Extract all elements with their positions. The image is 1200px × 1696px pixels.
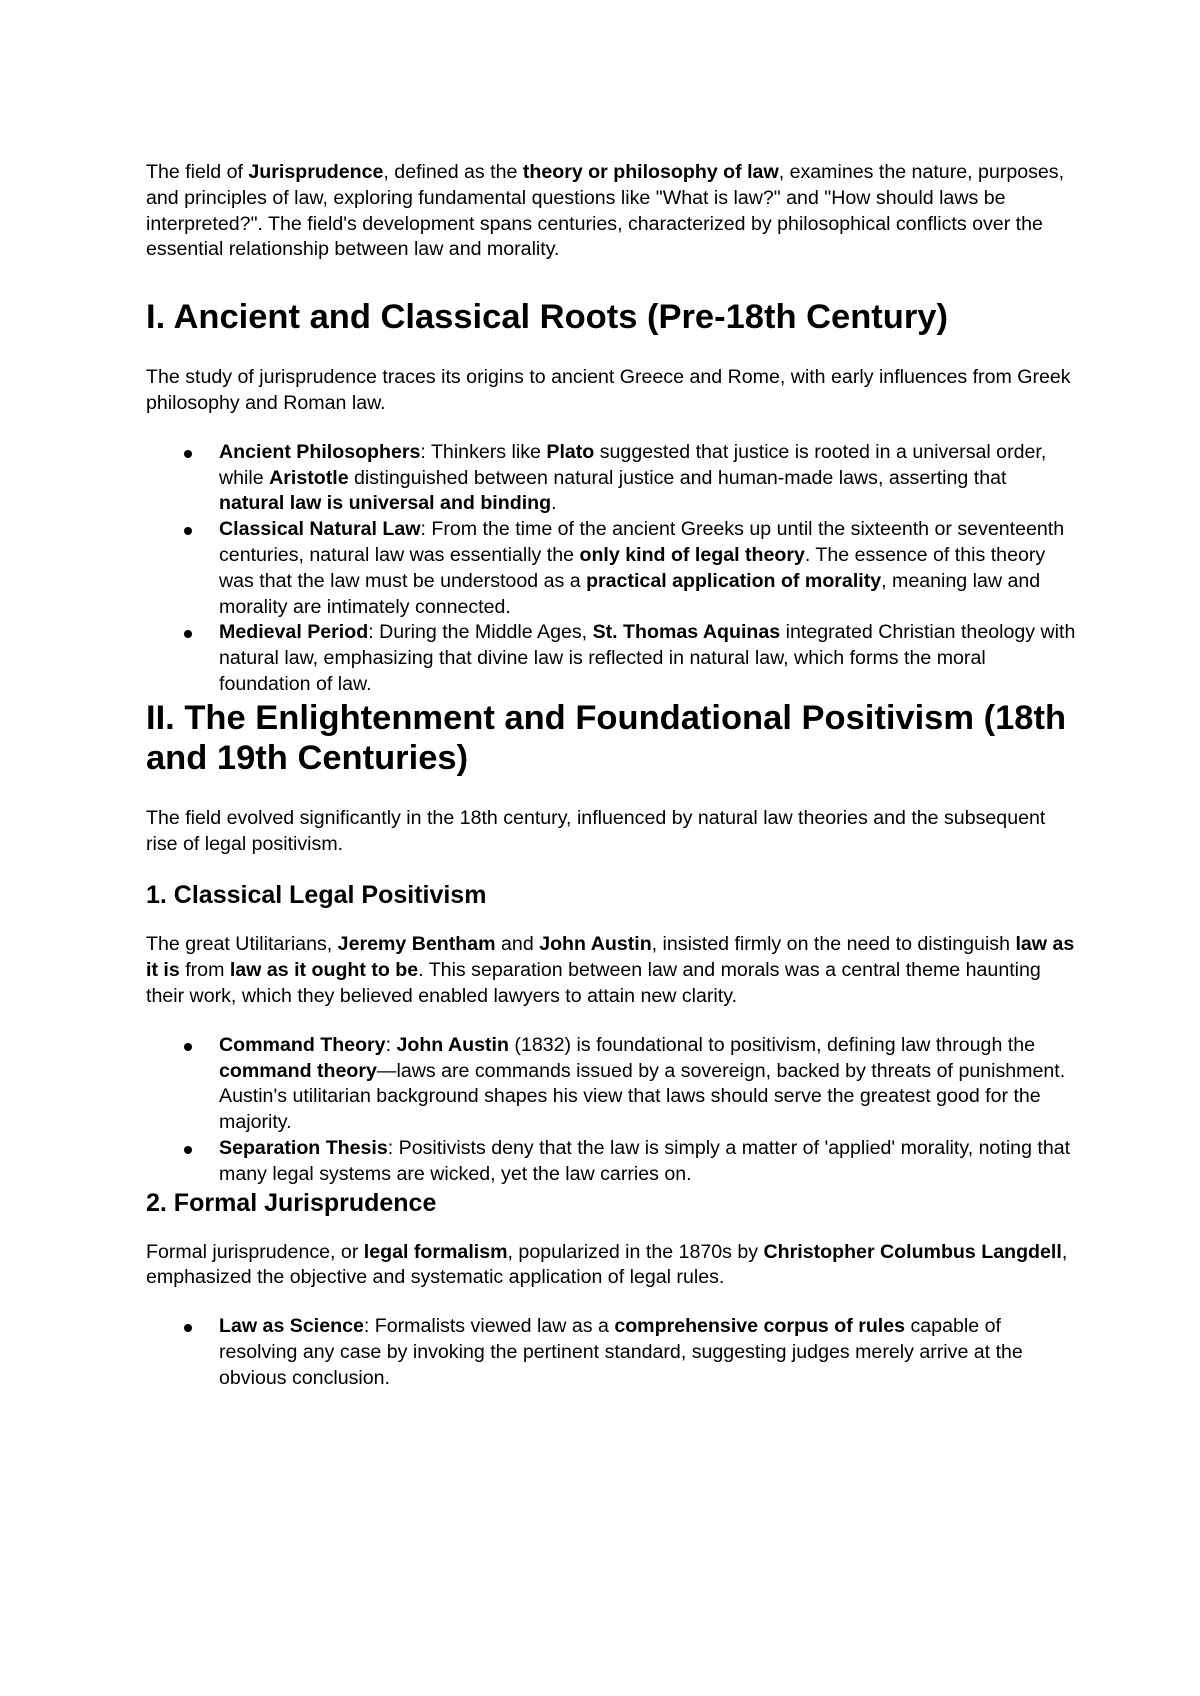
list-item-ancient-philosophers: Ancient Philosophers: Thinkers like Plato suggested that justice is rooted in a universal order, while Aristotle distinguished between natural justice and human-made laws, asserting that natural law is universal and binding.	[146, 440, 1076, 517]
list-item-classical-natural-law: Classical Natural Law: From the time of the ancient Greeks up until the sixteenth or seventeenth centuries, natural law was essentially the only kind of legal theory. The essence of this theory was that the law must be understood as a practical application of morality, meaning law and morality are intimately connected.	[146, 517, 1076, 620]
section-1-heading: I. Ancient and Classical Roots (Pre-18th Century)	[146, 298, 948, 337]
section-1-list	[146, 440, 1076, 698]
subsection-1-paragraph: The great Utilitarians, Jeremy Bentham and John Austin, insisted firmly on the need to distinguish law as it is from law as it ought to be. This separation between law and morals was a central theme haunting their work, which they believed enabled lawyers to attain new clarity.	[146, 933, 1075, 1007]
intro-paragraph: The field of Jurisprudence, defined as the theory or philosophy of law, examines the nature, purposes, and principles of law, exploring fundamental questions like "What is law?" and "How should laws be interpreted?". The field's development spans centuries, characterized by philosophical conflicts over the essential relationship between law and morality.	[146, 161, 1065, 261]
section-2-intro: The field evolved significantly in the 18th century, influenced by natural law theories and the subsequent rise of legal positivism.	[146, 806, 1046, 855]
list-item-medieval-period: Medieval Period: During the Middle Ages, St. Thomas Aquinas integrated Christian theology with natural law, emphasizing that divine law is reflected in natural law, which forms the moral foundation of law.	[146, 620, 1076, 697]
subsection-1-heading: 1. Classical Legal Positivism	[146, 881, 487, 910]
subsection-2-paragraph: Formal jurisprudence, or legal formalism, popularized in the 1870s by Christopher Columbus Langdell, emphasized the objective and systematic application of legal rules.	[146, 1240, 1068, 1289]
subsection-2-heading: 2. Formal Jurisprudence	[146, 1188, 437, 1217]
subsection-2-list	[146, 1314, 1076, 1391]
section-1-intro: The study of jurisprudence traces its origins to ancient Greece and Rome, with early influences from Greek philosophy and Roman law.	[146, 366, 1071, 414]
list-item-command-theory: Command Theory: John Austin (1832) is foundational to positivism, defining law through the command theory—laws are commands issued by a sovereign, backed by threats of punishment. Austin's utilitarian background shapes his view that laws should serve the greatest good for the majority.	[146, 1033, 1076, 1136]
document-page	[146, 160, 1076, 1392]
section-2-heading: II. The Enlightenment and Foundational Positivism (18th and 19th Centuries)	[146, 698, 1067, 777]
subsection-1-list	[146, 1033, 1076, 1188]
list-item-separation-thesis: Separation Thesis: Positivists deny that the law is simply a matter of 'applied' morality, noting that many legal systems are wicked, yet the law carries on.	[146, 1136, 1076, 1188]
list-item-law-as-science: Law as Science: Formalists viewed law as a comprehensive corpus of rules capable of resolving any case by invoking the pertinent standard, suggesting judges merely arrive at the obvious conclusion.	[146, 1314, 1076, 1391]
